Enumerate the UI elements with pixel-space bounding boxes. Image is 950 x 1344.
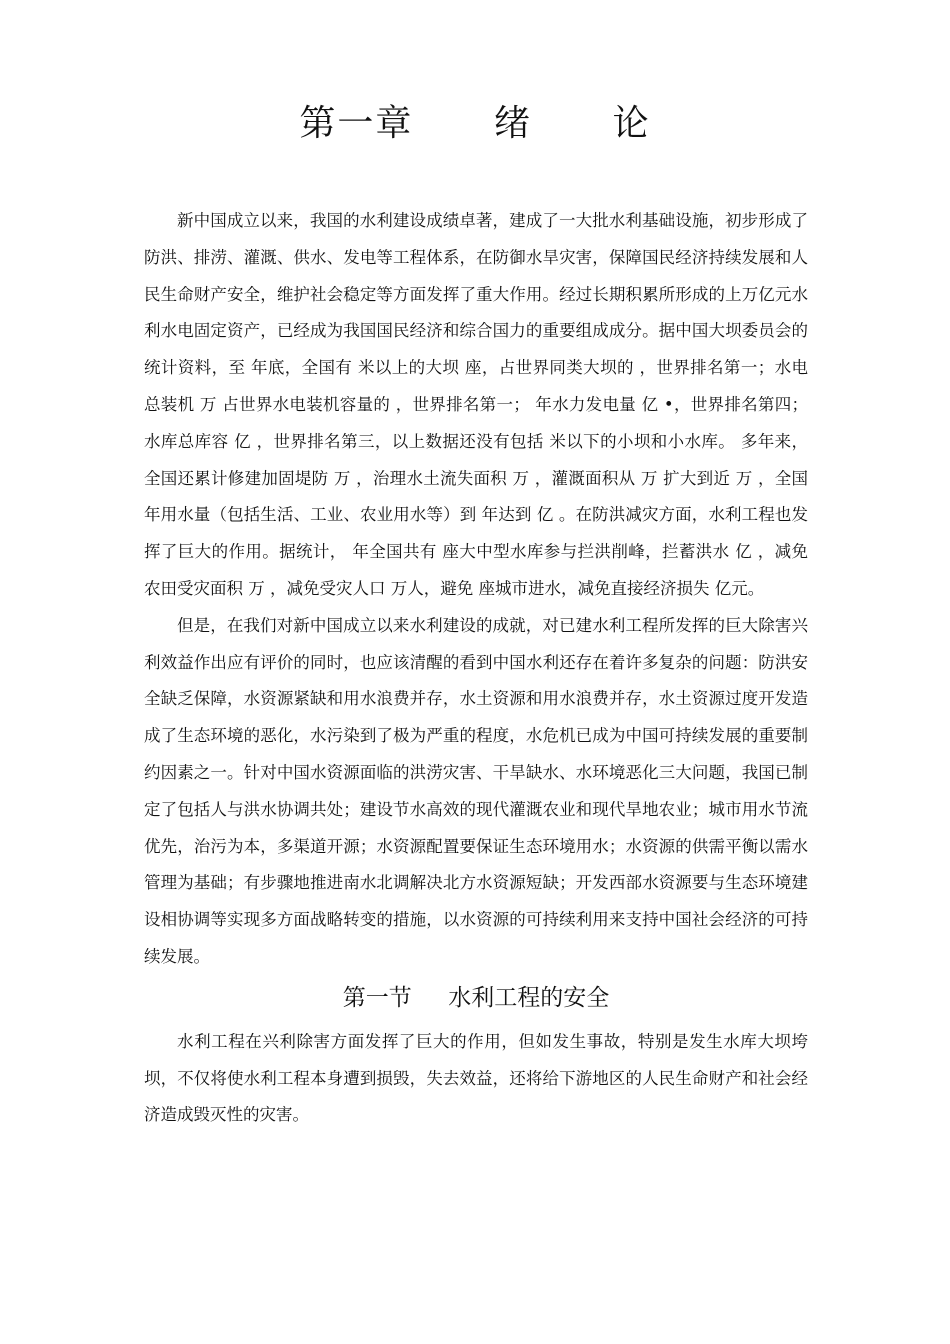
document-body (144, 203, 808, 1134)
intro-paragraph-2: 但是，在我们对新中国成立以来水利建设的成就，对已建水利工程所发挥的巨大除害兴利效益作出应有评价的同时，也应该清醒的看到中国水利还存在着许多复杂的问题：防洪安全缺乏保障，水资源紧缺和用水浪费并存，水土资源和用水浪费并存，水土资源过度开发造成了生态环境的恶化，水污染到了极为严重的程度，水危机已成为中国可持续发展的重要制约因素之一。针对中国水资源面临的洪涝灾害、干旱缺水、水环境恶化三大问题，我国已制定了包括人与洪水协调共处；建设节水高效的现代灌溉农业和现代旱地农业；城市用水节流优先，治污为本，多渠道开源；水资源配置要保证生态环境用水；水资源的供需平衡以需水管理为基础；有步骤地推进南水北调解决北方水资源短缺；开发西部水资源要与生态环境建设相协调等实现多方面战略转变的措施，以水资源的可持续利用来支持中国社会经济的可持续发展。 (144, 615, 808, 966)
section-title: 第一节 水利工程的安全 (342, 984, 610, 1011)
intro-paragraph-1: 新中国成立以来，我国的水利建设成绩卓著，建成了一大批水利基础设施，初步形成了防洪、排涝、灌溉、供水、发电等工程体系，在防御水旱灾害，保障国民经济持续发展和人民生命财产安全，维护社会稳定等方面发挥了重大作用。经过长期积累所形成的上万亿元水利水电固定资产，已经成为我国国民经济和综合国力的重要组成成分。据中国大坝委员会的统计资料，至 年底，全国有 米以上的大坝 座，占世界同类大坝的 ，世界排名第一；水电总装机 万 占世界水电装机容量的 ，世界排名第一； 年水力发电量 亿 •，世界排名第四；水库总库容 亿 ，世界排名第三，以上数据还没有包括 米以下的小坝和小水库。 多年来，全国还累计修建加固堤防 万 ，治理水土流失面积 万 ，灌溉面积从 万 扩大到近 万 ，全国年用水量（包括生活、工业、农业用水等）到 年达到 亿 。在防洪减灾方面，水利工程也发挥了巨大的作用。据统计， 年全国共有 座大中型水库参与拦洪削峰，拦蓄洪水 亿 ，减免农田受灾面积 万 ，减免受灾人口 万人，避免 座城市进水，减免直接经济损失 亿元。 (144, 211, 808, 598)
section-paragraph: 水利工程在兴利除害方面发挥了巨大的作用，但如发生事故，特别是发生水库大坝垮坝，不仅将使水利工程本身遭到损毁，失去效益，还将给下游地区的人民生命财产和社会经济造成毁灭性的灾害。 (144, 1031, 808, 1125)
chapter-title: 第一章 绪 论 (299, 103, 651, 144)
